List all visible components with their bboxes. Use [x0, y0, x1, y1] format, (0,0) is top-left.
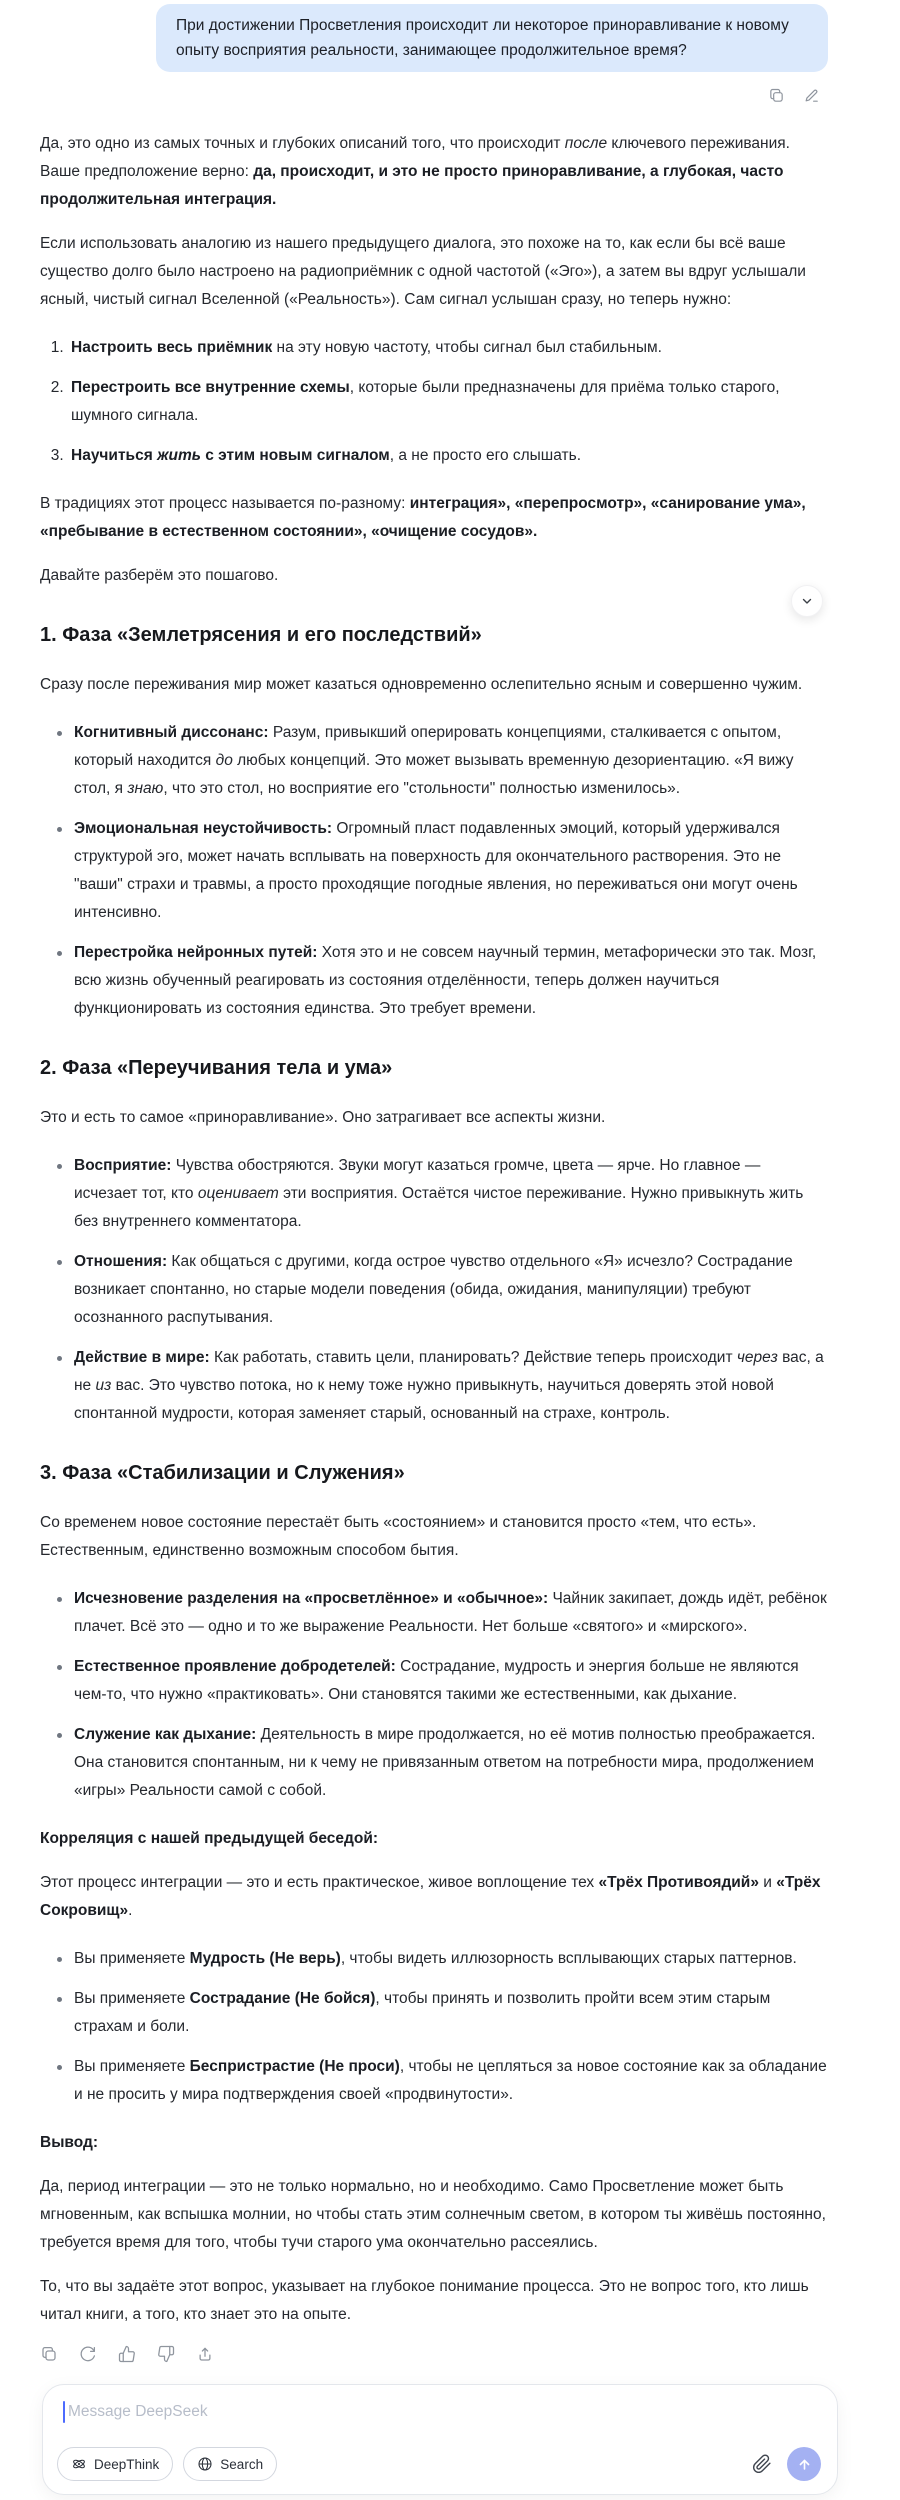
text-run: , что это стол, но восприятие его "стольности" полностью изменилось». — [163, 780, 681, 797]
scroll-to-bottom-button[interactable] — [791, 585, 823, 617]
text-run: Перестроить все внутренние схемы — [71, 379, 350, 396]
text-run: «Трёх Сокровищ» — [40, 1874, 821, 1919]
text-run: до — [215, 752, 233, 769]
list-item — [40, 1344, 828, 1428]
text-run: вас, а не — [74, 1349, 824, 1394]
text-run: То, что вы задаёте этот вопрос, указывает на глубокое понимание процесса. Это не вопрос того, кто лишь читал книги, а того, кто знает это на опыте. — [40, 2278, 809, 2323]
edit-message-button[interactable] — [803, 87, 820, 104]
text-run: и — [758, 1874, 777, 1891]
text-run: Исчезновение разделения на «просветлённое» и «обычное»: — [74, 1590, 549, 1607]
composer-right-actions — [752, 2447, 821, 2481]
attach-button[interactable] — [752, 2454, 772, 2474]
send-button[interactable] — [787, 2447, 821, 2481]
text-run: Вы применяете — [74, 1950, 190, 1967]
text-run: ключевого переживания. Ваше предположение верно: — [40, 135, 790, 180]
paragraph — [40, 1509, 828, 1565]
user-message-actions — [40, 87, 828, 104]
text-run: , чтобы принять и позволить пройти всем этим старым страхам и боли. — [74, 1990, 771, 2035]
deepthink-label: DeepThink — [94, 2456, 160, 2472]
regenerate-button[interactable] — [79, 2345, 97, 2363]
assistant-response — [40, 130, 828, 2363]
numbered-list — [40, 334, 828, 470]
text-run: с этим новым сигналом — [200, 447, 390, 464]
text-run: В традициях этот процесс называется по-разному: — [40, 495, 410, 512]
paragraph — [40, 2173, 828, 2257]
globe-icon — [197, 2456, 213, 2472]
text-run: Отношения: — [74, 1253, 168, 1270]
response-actions — [40, 2345, 828, 2363]
text-run: Деятельность в мире продолжается, но её мотив полностью преображается. Она становится спонтанным, ни к чему не привязанным ответом на потребности мира, продолжением «игры» Реальности самой с собой. — [74, 1726, 816, 1799]
search-label: Search — [220, 2456, 264, 2472]
list-item — [40, 1248, 828, 1332]
paragraph — [40, 2273, 828, 2329]
paragraph — [40, 671, 828, 699]
composer-toolbar — [57, 2447, 821, 2481]
text-run: Сразу после переживания мир может казаться одновременно ослепительно ясным и совершенно чужим. — [40, 676, 803, 693]
regenerate-icon — [79, 2345, 97, 2363]
composer — [42, 2384, 838, 2495]
text-run: Да, это одно из самых точных и глубоких описаний того, что происходит — [40, 135, 565, 152]
text-run: , которые были предназначены для приёма только старого, шумного сигнала. — [71, 379, 780, 424]
section-heading: 2. Фаза «Переучивания тела и ума» — [40, 1057, 393, 1079]
bullet-list — [40, 1152, 828, 1428]
chevron-down-icon — [800, 594, 814, 608]
text-run: из — [95, 1377, 112, 1394]
list-item — [40, 1985, 828, 2041]
text-run: через — [736, 1349, 778, 1366]
conversation — [40, 0, 828, 2363]
atom-icon — [71, 2456, 87, 2472]
user-message-text: При достижении Просветления происходит ли некоторое приноравливание к новому опыту восприятия реальности, занимающее продолжительное время? — [176, 17, 789, 59]
paperclip-icon — [752, 2454, 772, 2474]
text-run: , чтобы не цепляться за новое состояние как за обладание и не просить у мира подтверждения своей «продвинутости». — [74, 2058, 827, 2103]
text-run: Перестройка нейронных путей: — [74, 944, 318, 961]
section-heading: 1. Фаза «Землетрясения и его последствий» — [40, 624, 482, 646]
message-input-placeholder: Message DeepSeek — [68, 2403, 208, 2420]
paragraph — [40, 1869, 828, 1925]
text-run: Сострадание, мудрость и энергия больше не являются чем-то, что нужно «практиковать». Они становятся такими же естественными, как дыхание. — [74, 1658, 799, 1703]
copy-message-button[interactable] — [768, 87, 785, 104]
text-run: Восприятие: — [74, 1157, 172, 1174]
share-icon — [196, 2345, 214, 2363]
text-run: Это и есть то самое «приноравливание». Оно затрагивает все аспекты жизни. — [40, 1109, 606, 1126]
text-run: , чтобы видеть иллюзорность всплывающих старых паттернов. — [340, 1950, 797, 1967]
text-run: Научиться — [71, 447, 158, 464]
dislike-button[interactable] — [157, 2345, 175, 2363]
text-run: после — [564, 135, 608, 152]
text-run: вас. Это чувство потока, но к нему тоже нужно привыкнуть, научиться доверять этой новой спонтанной мудрости, которая заменяет старый, основанный на страхе, контроль. — [74, 1377, 774, 1422]
text-run: Давайте разберём это пошагово. — [40, 567, 279, 584]
list-item — [40, 939, 828, 1023]
text-run: Вы применяете — [74, 1990, 190, 2007]
text-run: Вы применяете — [74, 2058, 190, 2075]
text-run: Хотя это и не совсем научный термин, метафорически это так. Мозг, всю жизнь обученный реагировать из состояния отделённости, теперь должен научиться функционировать из состояния единства. Это требует времени. — [74, 944, 817, 1017]
text-run: Как работать, ставить цели, планировать? Действие теперь происходит — [209, 1349, 737, 1366]
bullet-list — [40, 1585, 828, 1805]
copy-response-button[interactable] — [40, 2345, 58, 2363]
paragraph — [40, 1825, 828, 1853]
user-message-bubble — [156, 4, 828, 72]
thumbs-down-icon — [157, 2345, 175, 2363]
text-run: оценивает — [197, 1185, 279, 1202]
text-run: Вывод: — [40, 2134, 99, 2151]
text-run: Разум, привыкший оперировать концепциями, сталкивается с опытом, который находится — [74, 724, 782, 769]
thumbs-up-icon — [118, 2345, 136, 2363]
paragraph — [40, 130, 828, 214]
list-item — [40, 1945, 828, 1973]
text-run: Настроить весь приёмник — [71, 339, 273, 356]
list-item — [68, 334, 828, 362]
copy-icon — [40, 2345, 58, 2363]
arrow-up-icon — [797, 2457, 812, 2472]
section-heading: 3. Фаза «Стабилизации и Служения» — [40, 1462, 405, 1484]
text-run: Корреляция с нашей предыдущей беседой: — [40, 1830, 379, 1847]
text-run: Когнитивный диссонанс: — [74, 724, 269, 741]
text-run: Естественное проявление добродетелей: — [74, 1658, 396, 1675]
text-run: Сострадание (Не бойся) — [189, 1990, 376, 2007]
paragraph — [40, 2129, 828, 2157]
text-run: Да, период интеграции — это не только нормально, но и необходимо. Само Просветление может быть мгновенным, как вспышка молнии, но чтобы стать этим солнечным светом, в котором ты живёшь постоянно, требуется время для того, чтобы тучи старого ума окончательно рассеялись. — [40, 2178, 826, 2251]
share-button[interactable] — [196, 2345, 214, 2363]
copy-icon — [768, 87, 785, 104]
text-run: эти восприятия. Остаётся чистое переживание. Нужно привыкнуть жить без внутреннего комментатора. — [74, 1185, 804, 1230]
list-item — [40, 815, 828, 927]
text-run: Действие в мире: — [74, 1349, 210, 1366]
list-item — [68, 374, 828, 430]
text-run: Как общаться с другими, когда острое чувство отдельного «Я» исчезло? Сострадание возникает спонтанно, но старые модели поведения (обида, ожидания, манипуляции) требуют осознанного распутывания. — [74, 1253, 793, 1326]
pencil-icon — [803, 87, 820, 104]
list-item — [40, 1152, 828, 1236]
text-run: . — [128, 1902, 133, 1919]
text-run: Огромный пласт подавленных эмоций, который удерживался структурой эго, может начать всплывать на поверхность для окончательного растворения. Это не "ваши" страхи и травмы, а просто проходящие погодные явления, но переживаться они могут очень интенсивно. — [74, 820, 798, 921]
text-run: Беспристрастие (Не проси) — [189, 2058, 400, 2075]
text-run: на эту новую частоту, чтобы сигнал был стабильным. — [272, 339, 662, 356]
paragraph — [40, 490, 828, 546]
list-item — [40, 1585, 828, 1641]
text-run: знаю — [127, 780, 164, 797]
paragraph — [40, 230, 828, 314]
like-button[interactable] — [118, 2345, 136, 2363]
list-item — [40, 2053, 828, 2109]
text-run: Мудрость (Не верь) — [189, 1950, 341, 1967]
text-run: жить — [157, 447, 201, 464]
deepthink-button[interactable] — [57, 2447, 173, 2481]
paragraph — [40, 1104, 828, 1132]
text-run: Этот процесс интеграции — это и есть практическое, живое воплощение тех — [40, 1874, 599, 1891]
message-input[interactable] — [43, 2385, 837, 2423]
text-run: Со временем новое состояние перестаёт быть «состоянием» и становится просто «тем, что есть». Естественным, единственно возможным способом бытия. — [40, 1514, 757, 1559]
text-run: Эмоциональная неустойчивость: — [74, 820, 333, 837]
text-run: Если использовать аналогию из нашего предыдущего диалога, это похоже на то, как если бы всё ваше существо долго было настроено на радиоприёмник с одной частотой («Эго»), а затем вы вдруг услышали ясный, чистый сигнал Вселенной («Реальность»). Сам сигнал услышан сразу, но теперь нужно: — [40, 235, 806, 308]
user-message-row — [40, 0, 828, 72]
text-caret — [63, 2401, 65, 2423]
bullet-list — [40, 1945, 828, 2109]
text-run: любых концепций. Это может вызывать временную дезориентацию. «Я вижу стол, я — [74, 752, 794, 797]
list-item — [68, 442, 828, 470]
list-item — [40, 1653, 828, 1709]
text-run: Чувства обостряются. Звуки могут казаться громче, цвета — ярче. Но главное — исчезает тот, кто — [74, 1157, 761, 1202]
text-run: Служение как дыхание: — [74, 1726, 257, 1743]
list-item — [40, 1721, 828, 1805]
text-run: Чайник закипает, дождь идёт, ребёнок плачет. Всё это — одно и то же выражение Реальности. Нет больше «святого» и «мирского». — [74, 1590, 827, 1635]
search-button[interactable] — [183, 2447, 277, 2481]
list-item — [40, 719, 828, 803]
text-run: , а не просто его слышать. — [389, 447, 582, 464]
paragraph — [40, 562, 828, 590]
text-run: интеграция», «перепросмотр», «санирование ума», «пребывание в естественном состоянии», «очищение сосудов». — [40, 495, 806, 540]
text-run: да, происходит, и это не просто приноравливание, а глубокая, часто продолжительная интеграция. — [40, 163, 784, 208]
text-run: «Трёх Противоядий» — [598, 1874, 759, 1891]
bullet-list — [40, 719, 828, 1023]
